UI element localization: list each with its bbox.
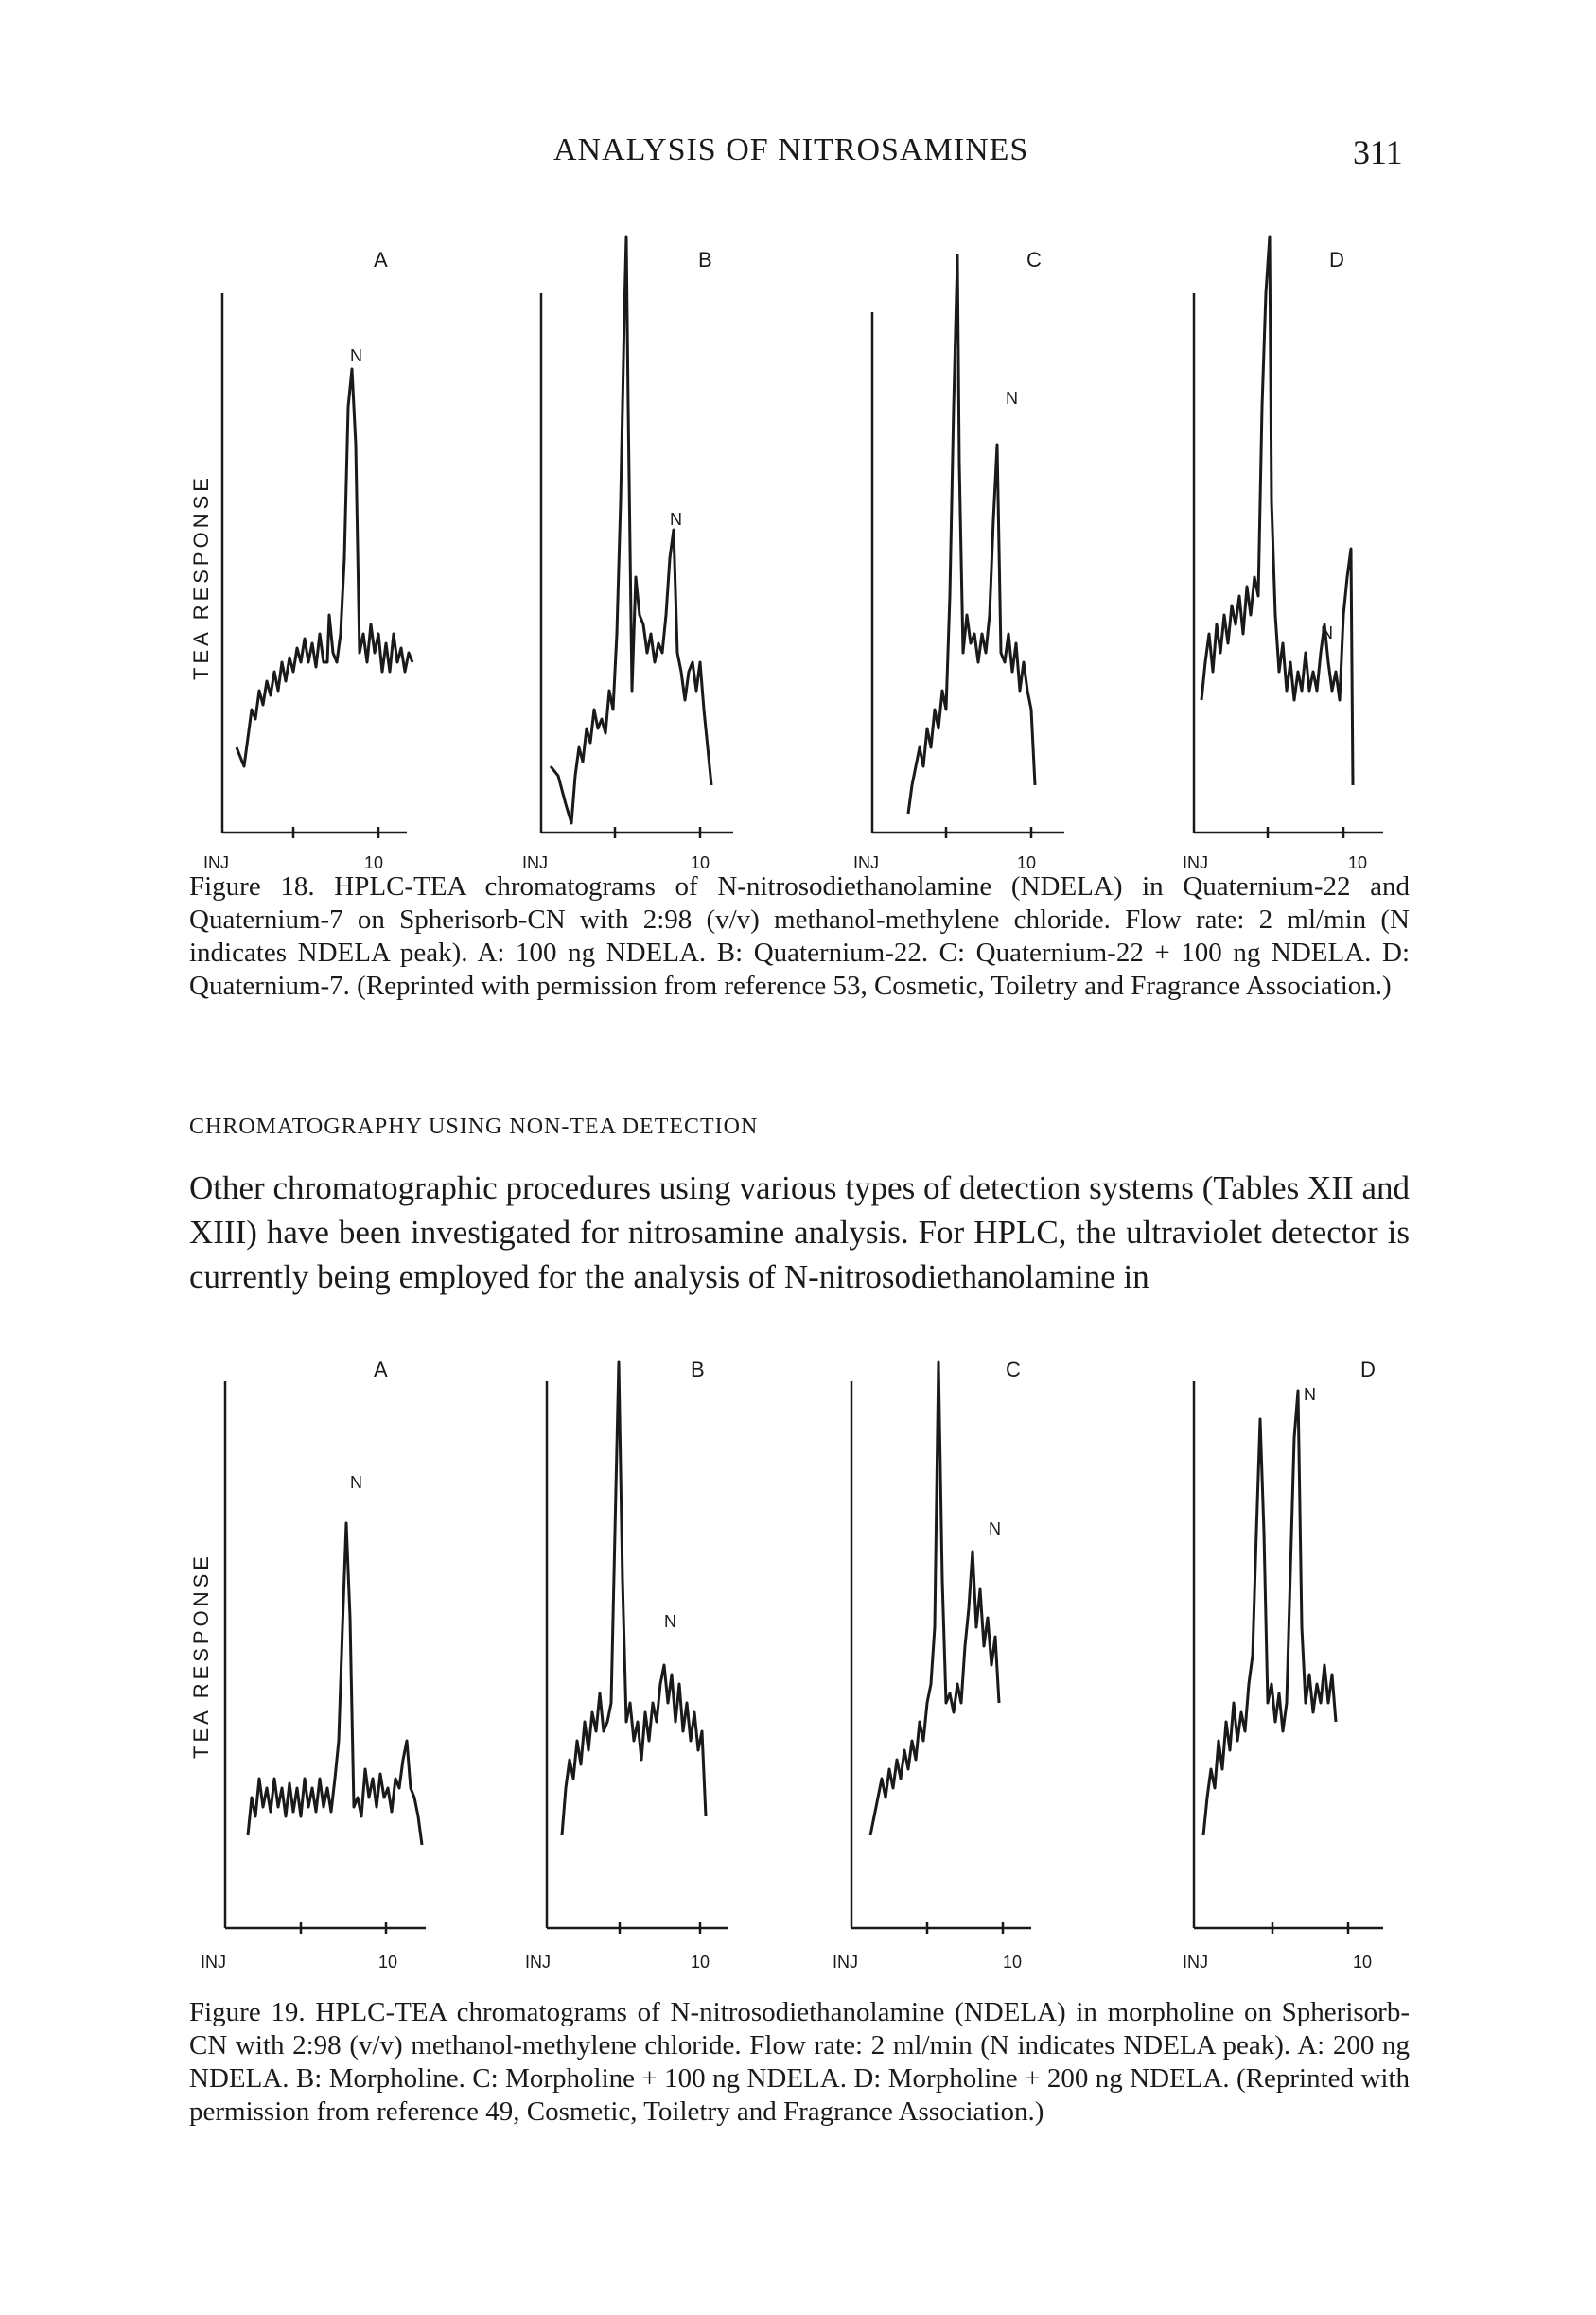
axis-inj-label: INJ [522, 853, 548, 872]
chromatogram-panel-b [525, 1358, 728, 1972]
running-head: ANALYSIS OF NITROSAMINES [553, 132, 1029, 167]
chromatogram-trace [551, 237, 711, 823]
axis-time-label: 10 [1017, 853, 1037, 872]
body-paragraph: Other chromatographic procedures using various types of detection systems (Tables XII and XIII) have been investigated for nitrosamine analysis. For HPLC, the ultraviolet detector is currently being employed for the analysis of N-nitrosodiethanolamine in [189, 1169, 1410, 1295]
axis-time-label: 10 [378, 1953, 398, 1972]
panel-letter: C [1006, 1358, 1021, 1381]
chromatogram-panel-b [522, 237, 733, 872]
figure-18-caption [189, 870, 1410, 1003]
ndela-peak-label: N [1304, 1385, 1316, 1404]
ndela-peak-label: N [350, 346, 362, 365]
caption-text: HPLC-TEA chromatograms of N-nitrosodiethanolamine (NDELA) in Quaternium-22 and Quaternium-7 on Spherisorb-CN with 2:98 (v/v) methanol-methylene chloride. Flow rate: 2 ml/min (N indicates NDELA peak). A: 100 ng NDELA. B: Quaternium-22. C: Quaternium-22 + 100 ng NDELA. D: Quaternium-7. (Reprinted with permission from reference 53, Cosmetic, Toiletry and Fragrance Association.) [189, 871, 1411, 1001]
axis-time-label: 10 [691, 853, 710, 872]
caption-text: HPLC-TEA chromatograms of N-nitrosodiethanolamine (NDELA) in morpholine on Spherisorb-CN with 2:98 (v/v) methanol-methylene chloride. Flow rate: 2 ml/min (N indicates NDELA peak). A: 200 ng NDELA. B: Morpholine. C: Morpholine + 100 ng NDELA. D: Morpholine + 200 ng NDELA. (Reprinted with permission from reference 49, Cosmetic, Toiletry and Fragrance Association.) [189, 1997, 1410, 2127]
y-axis-label: TEA RESPONSE [189, 1552, 213, 1759]
panel-letter: D [1329, 248, 1344, 272]
ndela-peak-label: N [1321, 623, 1333, 642]
axis-time-label: 10 [691, 1953, 710, 1972]
panel-letter: A [374, 1358, 388, 1381]
figure-label: Figure 19. [189, 1997, 306, 2027]
axis-inj-label: INJ [201, 1953, 226, 1972]
axis-inj-label: INJ [853, 853, 879, 872]
axis-time-label: 10 [1003, 1953, 1023, 1972]
axis-inj-label: INJ [1183, 853, 1208, 872]
y-axis-label: TEA RESPONSE [189, 474, 213, 680]
figure-label: Figure 18. [189, 871, 315, 902]
panel-letter: D [1360, 1358, 1376, 1381]
panel-letter: B [698, 248, 712, 272]
chromatogram-trace [870, 1362, 999, 1835]
figure-18-chromatograms [0, 218, 1596, 880]
panel-letter: B [691, 1358, 705, 1381]
figure-19-caption [189, 1996, 1410, 2129]
chromatogram-panel-c [853, 248, 1064, 872]
chromatogram-trace [1201, 237, 1353, 785]
axis-inj-label: INJ [833, 1953, 858, 1972]
chromatogram-panel-c [833, 1358, 1031, 1972]
axis-time-label: 10 [1353, 1953, 1373, 1972]
section-heading: CHROMATOGRAPHY USING NON-TEA DETECTION [189, 1114, 759, 1139]
axis-inj-label: INJ [203, 853, 229, 872]
axis-inj-label: INJ [525, 1953, 551, 1972]
figure-19-chromatograms [0, 1343, 1596, 1987]
ndela-peak-label: N [1006, 389, 1018, 408]
chromatogram-panel-d [1183, 1358, 1383, 1972]
chromatogram-panel-a [201, 1358, 426, 1972]
axis-inj-label: INJ [1183, 1953, 1208, 1972]
panel-letter: C [1026, 248, 1042, 272]
panel-letter: A [374, 248, 388, 272]
chromatogram-panel-d [1183, 237, 1383, 872]
page-number: 311 [1353, 133, 1403, 171]
ndela-peak-label: N [989, 1519, 1001, 1538]
chromatogram-trace [237, 369, 412, 766]
chromatogram-trace [908, 255, 1035, 814]
chromatogram-trace [562, 1362, 706, 1835]
chromatogram-trace [1203, 1391, 1336, 1835]
chromatogram-panel-a [203, 248, 412, 872]
ndela-peak-label: N [670, 510, 682, 529]
chromatogram-trace [248, 1523, 422, 1845]
ndela-peak-label: N [350, 1473, 362, 1492]
axis-time-label: 10 [1348, 853, 1368, 872]
axis-time-label: 10 [364, 853, 384, 872]
ndela-peak-label: N [664, 1612, 676, 1631]
